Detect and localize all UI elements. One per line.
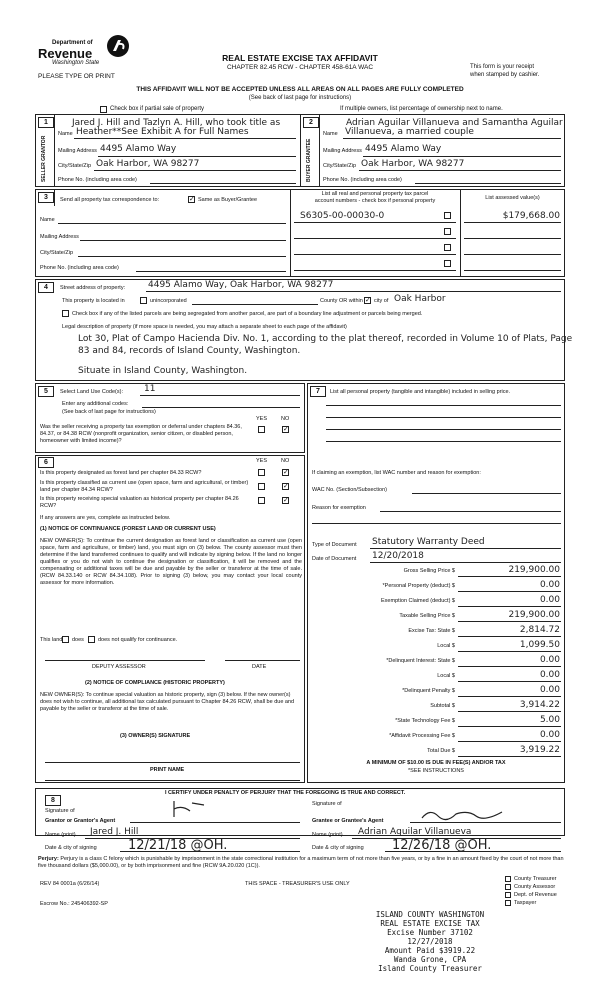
- personal-property-checkbox-2[interactable]: [444, 228, 451, 235]
- escrow-number: Escrow No.: 245406392-SP: [40, 901, 108, 907]
- tax-line-value[interactable]: 3,914.22: [519, 700, 560, 710]
- tax-line-value[interactable]: 2,814.72: [519, 625, 560, 635]
- city-of-checkbox[interactable]: ✓: [365, 297, 371, 304]
- legal-line2[interactable]: 83 and 84, records of Island County, Washington.: [78, 346, 301, 356]
- s6-no-header: NO: [281, 458, 290, 464]
- tax-line-label: *Delinquent Penalty $: [402, 688, 455, 694]
- tax-line-label: *State Technology Fee $: [395, 718, 455, 724]
- s5-see-back: (See back of last page for instructions): [62, 409, 156, 415]
- assessed-header: List assessed value(s): [485, 195, 540, 201]
- tax-line-label: Total Due $: [427, 748, 455, 754]
- tax-line-value[interactable]: 0.00: [539, 670, 560, 680]
- tax-line-label: Subtotal $: [430, 703, 455, 709]
- qualify-does-checkbox[interactable]: [62, 636, 69, 643]
- deputy-date-line[interactable]: [225, 660, 300, 661]
- notice2-text: NEW OWNER(S): To continue special valuation as historic property, sign (3) below. If the new owner(s) does not wish to continue, all additional tax calculated pursuant to Chapter 84.26 RCW, shall be due and payable by the seller or transferor at the time of sale.: [40, 692, 295, 712]
- doc-type-label: Type of Document: [312, 542, 357, 548]
- stamp-line: ISLAND COUNTY WASHINGTON: [375, 910, 485, 919]
- seller-phone-input[interactable]: [150, 183, 296, 184]
- s3-city-input[interactable]: [78, 256, 286, 257]
- section-6-number: 6: [38, 457, 54, 468]
- s6-q3-no[interactable]: ✓: [283, 497, 289, 504]
- revenue-logo-icon: [106, 34, 130, 58]
- section-2-number: 2: [303, 117, 319, 128]
- copy-checkbox[interactable]: [505, 884, 511, 890]
- grantor-signature-line[interactable]: [130, 822, 300, 823]
- notice1-title: (1) NOTICE OF CONTINUANCE (FOREST LAND OR CURRENT USE): [40, 526, 216, 532]
- s6-q2: Is this property classified as current use (open space, farm and agricultural, or timber) land per chapter 84.34 RCW?: [40, 480, 249, 493]
- dept-line3: Washington State: [52, 60, 100, 66]
- minimum-due-line1: A MINIMUM OF $10.00 IS DUE IN FEE(S) AND/OR TAX: [366, 760, 506, 766]
- form-subtitle: CHAPTER 82.45 RCW - CHAPTER 458-61A WAC: [226, 64, 374, 71]
- tax-line-label: Excise Tax: State $: [408, 628, 455, 634]
- receipt-note1: This form is your receipt: [470, 64, 535, 70]
- qualify-not-label: does not qualify for continuance.: [98, 637, 178, 643]
- seller-name-label: Name: [58, 131, 73, 137]
- buyer-address-label: Mailing Address: [323, 148, 362, 154]
- same-as-buyer-checkbox[interactable]: ✓: [189, 196, 195, 203]
- see-back-text: (See back of last page for instructions): [248, 95, 352, 101]
- s5-no-checkbox[interactable]: ✓: [283, 426, 289, 433]
- parcel-header1: List all real and personal property tax parcel: [321, 191, 429, 197]
- grantee-name-label: Name (print): [312, 832, 343, 838]
- certify-text: I CERTIFY UNDER PENALTY OF PERJURY THAT THE FOREGOING IS TRUE AND CORRECT.: [165, 790, 406, 796]
- s3-phone-label: Phone No. (including area code): [40, 265, 119, 271]
- s6-q1-yes[interactable]: [258, 469, 265, 476]
- tax-line-label: *Affidavit Processing Fee $: [389, 733, 455, 739]
- deputy-date-label: DATE: [252, 664, 267, 670]
- additional-codes-label: Enter any additional codes:: [62, 401, 129, 407]
- copy-label: Taxpayer: [514, 900, 537, 906]
- partial-sale-label: Check box if partial sale of property: [110, 106, 205, 112]
- personal-property-checkbox-3[interactable]: [444, 244, 451, 251]
- s3-name-input[interactable]: [58, 223, 286, 224]
- copy-checkbox[interactable]: [505, 900, 511, 906]
- tax-line-value[interactable]: 0.00: [539, 655, 560, 665]
- owner-signature-label: (3) OWNER(S) SIGNATURE: [120, 733, 191, 739]
- copy-label: Dept. of Revenue: [514, 892, 557, 898]
- personal-property-label: List all personal property (tangible and intangible) included in selling price.: [330, 389, 511, 395]
- reason-input[interactable]: [380, 511, 561, 512]
- stamp-line: REAL ESTATE EXCISE TAX: [380, 919, 480, 928]
- legal-line1[interactable]: Lot 30, Plat of Campo Hacienda Div. No. 1, according to the plat thereof, recorded in Volume 10 of Plats, Page: [78, 334, 573, 344]
- buyer-name-line1: Adrian Aguilar Villanueva and Samantha Aguilar: [346, 118, 563, 128]
- buyer-phone-input[interactable]: [415, 183, 561, 184]
- s6-q1-no[interactable]: ✓: [283, 469, 289, 476]
- section-3-number: 3: [38, 192, 54, 203]
- property-city[interactable]: Oak Harbor: [394, 294, 446, 304]
- deputy-assessor-label: DEPUTY ASSESSOR: [92, 664, 146, 670]
- notice1-text: NEW OWNER(S): To continue the current designation as forest land or classification as current use (open space, farm and agriculture, or timber) land, you must sign on (3) below. The county assessor must then determine if the land transferred continues to qualify and will indicate by signing below. If the land no longer qualifies or you do not wish to continue the designation or classification, it will be removed and the compensating or additional taxes will be due and payable by the seller or transferor at the time of sale. (RCW 84.33.140 or RCW 84.34.108). Prior to signing (3) below, you may contact your local county assessor for more information.: [40, 538, 302, 586]
- city-of-label: city of: [374, 298, 389, 304]
- section-7-number: 7: [310, 386, 326, 397]
- grantor-name[interactable]: Jared J. Hill: [90, 827, 139, 837]
- owner-signature-line[interactable]: [45, 762, 300, 763]
- treasurer-stamp: [340, 910, 520, 973]
- grantor-signature: [170, 797, 210, 819]
- seller-city-input[interactable]: Oak Harbor, WA 98277: [96, 159, 200, 169]
- additional-codes-input[interactable]: [142, 407, 300, 408]
- seller-city-label: City/State/Zip: [58, 163, 92, 169]
- parcel-number[interactable]: S6305-00-00030-0: [300, 211, 385, 221]
- parcel-header2: account numbers - check box if personal property: [314, 198, 436, 204]
- s3-city-label: City/State/Zip: [40, 250, 74, 256]
- s3-name-label: Name: [40, 217, 55, 223]
- perjury-body: Perjury is a class C felony which is punishable by imprisonment in the state correctional institution for a maximum term of not more than five years, or by a fine in an amount fixed by the court of not more than five thousand dollars ($5,000.00), or by both imprisonment and fine (RCW 9A.20.020 (1C)).: [38, 856, 564, 869]
- doc-date[interactable]: 12/20/2018: [372, 551, 424, 561]
- doc-date-label: Date of Document: [312, 556, 357, 562]
- section-1-number: 1: [38, 117, 54, 128]
- grantor-date[interactable]: 12/21/18 @OH.: [128, 838, 228, 853]
- tax-line-label: *Delinquent Interest: State $: [386, 658, 455, 664]
- qualify-does-label: does: [72, 637, 84, 643]
- tax-line-value[interactable]: 219,900.00: [508, 610, 560, 620]
- copy-checkbox[interactable]: [505, 892, 511, 898]
- assessed-value[interactable]: $179,668.00: [502, 211, 560, 221]
- form-title: REAL ESTATE EXCISE TAX AFFIDAVIT: [222, 53, 378, 63]
- seller-name-line2[interactable]: Heather**See Exhibit A for Full Names: [76, 127, 249, 137]
- doc-type[interactable]: Statutory Warranty Deed: [372, 537, 485, 547]
- dept-line1: Department of: [52, 40, 93, 46]
- exemption-label: If claiming an exemption, list WAC number and reason for exemption:: [312, 470, 481, 476]
- tax-line-value[interactable]: 0.00: [539, 730, 560, 740]
- grantee-sig-of: Signature of: [312, 801, 342, 807]
- multiple-owners-note: If multiple owners, list percentage of ownership next to name.: [340, 106, 503, 112]
- treasurer-space: THIS SPACE - TREASURER'S USE ONLY: [245, 881, 350, 887]
- s3-phone-input[interactable]: [136, 271, 286, 272]
- s6-if-yes: If any answers are yes, complete as instructed below.: [40, 515, 171, 521]
- tax-line-value[interactable]: 0.00: [539, 685, 560, 695]
- buyer-name-label: Name: [323, 131, 338, 137]
- stamp-line: Amount Paid $3919.22: [384, 946, 476, 955]
- s3-address-input[interactable]: [80, 240, 286, 241]
- s6-q3-yes[interactable]: [258, 497, 265, 504]
- copy-checkbox[interactable]: [505, 876, 511, 882]
- perjury-text: [38, 856, 566, 870]
- s6-q2-no[interactable]: ✓: [283, 483, 289, 490]
- partial-sale-checkbox[interactable]: [100, 106, 107, 113]
- buyer-city-input[interactable]: Oak Harbor, WA 98277: [361, 159, 465, 169]
- seller-phone-label: Phone No. (including area code): [58, 177, 137, 183]
- land-use-label: Select Land Use Code(s):: [60, 389, 123, 395]
- unincorporated-checkbox[interactable]: [140, 297, 147, 304]
- personal-property-checkbox-1[interactable]: [444, 212, 451, 219]
- s5-no-header: NO: [281, 416, 290, 422]
- buyer-side-label: BUYER GRANTEE: [306, 138, 312, 182]
- s5-yes-checkbox[interactable]: [258, 426, 265, 433]
- minimum-due-line2: *SEE INSTRUCTIONS: [408, 768, 464, 774]
- land-use-code[interactable]: 11: [144, 384, 156, 394]
- s6-q2-yes[interactable]: [258, 483, 265, 490]
- print-name-label: PRINT NAME: [150, 767, 185, 773]
- street-label: Street address of property:: [60, 285, 126, 291]
- section-4-number: 4: [38, 282, 54, 293]
- send-correspondence-label: Send all property tax correspondence to:: [60, 197, 160, 203]
- grantee-date-label: Date & city of signing: [312, 845, 364, 851]
- s3-address-label: Mailing Address: [40, 234, 79, 240]
- street-address[interactable]: 4495 Alamo Way, Oak Harbor, WA 98277: [148, 280, 334, 290]
- grantee-signature: [420, 806, 510, 822]
- s5-yes-header: YES: [256, 416, 268, 422]
- section-5-number: 5: [38, 386, 54, 397]
- grantee-signature-line[interactable]: [410, 822, 561, 823]
- personal-property-checkbox-4[interactable]: [444, 260, 451, 267]
- grantor-sig-of: Signature of: [45, 808, 75, 814]
- grantor-agent-label: Grantor or Grantor's Agent: [45, 818, 116, 824]
- stamp-line: Island County Treasurer: [378, 964, 482, 973]
- s6-q3: Is this property receiving special valuation as historical property per chapter 84.26 RCW?: [40, 496, 239, 509]
- s5-question: Was the seller receiving a property tax exemption or deferral under chapters 84.36, 84.37, or 84.38 RCW (nonprofit organization, senior citizen, or disabled person, homeowner with limited income)?: [40, 424, 242, 444]
- tax-line-value[interactable]: 0.00: [539, 580, 560, 590]
- wac-label: WAC No. (Section/Subsection): [312, 487, 387, 493]
- copy-label: County Treasurer: [514, 876, 557, 882]
- legal-label: Legal description of property (if more space is needed, you may attach a separate sheet to each page of the affidavit): [62, 324, 347, 330]
- tax-line-label: Gross Selling Price $: [403, 568, 455, 574]
- buyer-phone-label: Phone No. (including area code): [323, 177, 402, 183]
- seller-address-label: Mailing Address: [58, 148, 97, 154]
- grantor-date-label: Date & city of signing: [45, 845, 97, 851]
- grantee-date[interactable]: 12/26/18 @OH.: [392, 838, 492, 853]
- wac-input[interactable]: [412, 493, 561, 494]
- print-note: PLEASE TYPE OR PRINT: [38, 73, 115, 80]
- seller-side-label: SELLER GRANTOR: [41, 135, 47, 182]
- tax-line-value[interactable]: 1,099.50: [519, 640, 560, 650]
- print-name-line[interactable]: [45, 780, 300, 781]
- deputy-signature-line[interactable]: [45, 660, 205, 661]
- tax-line-label: *Personal Property (deduct) $: [382, 583, 455, 589]
- tax-line-label: Exemption Claimed (deduct) $: [381, 598, 455, 604]
- seller-address-input[interactable]: 4495 Alamo Way: [100, 144, 177, 154]
- dor-logo: [38, 40, 133, 76]
- stamp-line: Excise Number 37102: [387, 928, 473, 937]
- seller-name-line1: Jared J. Hill and Tazlyn A. Hill, who took title as: [72, 118, 281, 128]
- notice2-title: (2) NOTICE OF COMPLIANCE (HISTORIC PROPERTY): [85, 680, 225, 686]
- stamp-line: 12/27/2018: [407, 937, 453, 946]
- located-text: This property is located in: [62, 298, 125, 304]
- rev-number: REV 84 0001a (6/26/14): [40, 881, 100, 887]
- grantee-agent-label: Grantee or Grantee's Agent: [312, 818, 384, 824]
- tax-line-label: Taxable Selling Price $: [399, 613, 455, 619]
- tax-line-label: Local $: [437, 673, 455, 679]
- tax-line-label: Local $: [437, 643, 455, 649]
- segregated-label: Check box if any of the listed parcels are being segregated from another parcel, are part of a boundary line adjustment or parcels being merged.: [72, 311, 423, 317]
- receipt-note2: when stamped by cashier.: [470, 72, 540, 78]
- copy-label: County Assessor: [514, 884, 556, 890]
- segregated-checkbox[interactable]: [62, 310, 69, 317]
- legal-line3[interactable]: Situate in Island County, Washington.: [78, 366, 248, 376]
- reason-label: Reason for exemption: [312, 505, 366, 511]
- tax-line-value[interactable]: 219,900.00: [508, 565, 560, 575]
- same-as-buyer-label: Same as Buyer/Grantee: [198, 197, 258, 203]
- unincorporated-label: unincorporated: [150, 298, 187, 304]
- s6-yes-header: YES: [256, 458, 268, 464]
- tax-line-value[interactable]: 3,919.22: [519, 745, 560, 755]
- dept-line2: Revenue: [38, 46, 93, 61]
- buyer-name-line2[interactable]: Villanueva, a married couple: [345, 127, 474, 137]
- stamp-line: Wanda Grone, CPA: [393, 955, 467, 964]
- perjury-label: Perjury:: [38, 856, 59, 862]
- grantee-name[interactable]: Adrian Aguilar Villanueva: [358, 827, 472, 837]
- buyer-address-input[interactable]: 4495 Alamo Way: [365, 144, 442, 154]
- grantor-name-label: Name (print): [45, 832, 76, 838]
- s6-q1: Is this property designated as forest land per chapter 84.33 RCW?: [40, 470, 202, 476]
- warning-text: THIS AFFIDAVIT WILL NOT BE ACCEPTED UNLESS ALL AREAS ON ALL PAGES ARE FULLY COMPLETED: [136, 86, 464, 93]
- buyer-city-label: City/State/Zip: [323, 163, 357, 169]
- tax-line-value[interactable]: 5.00: [539, 715, 560, 725]
- tax-line-value[interactable]: 0.00: [539, 595, 560, 605]
- section-8-number: 8: [45, 795, 61, 806]
- county-or-within-label: County OR within: [320, 298, 363, 304]
- qualify-not-checkbox[interactable]: [88, 636, 95, 643]
- qualify-text: This land: [40, 637, 63, 643]
